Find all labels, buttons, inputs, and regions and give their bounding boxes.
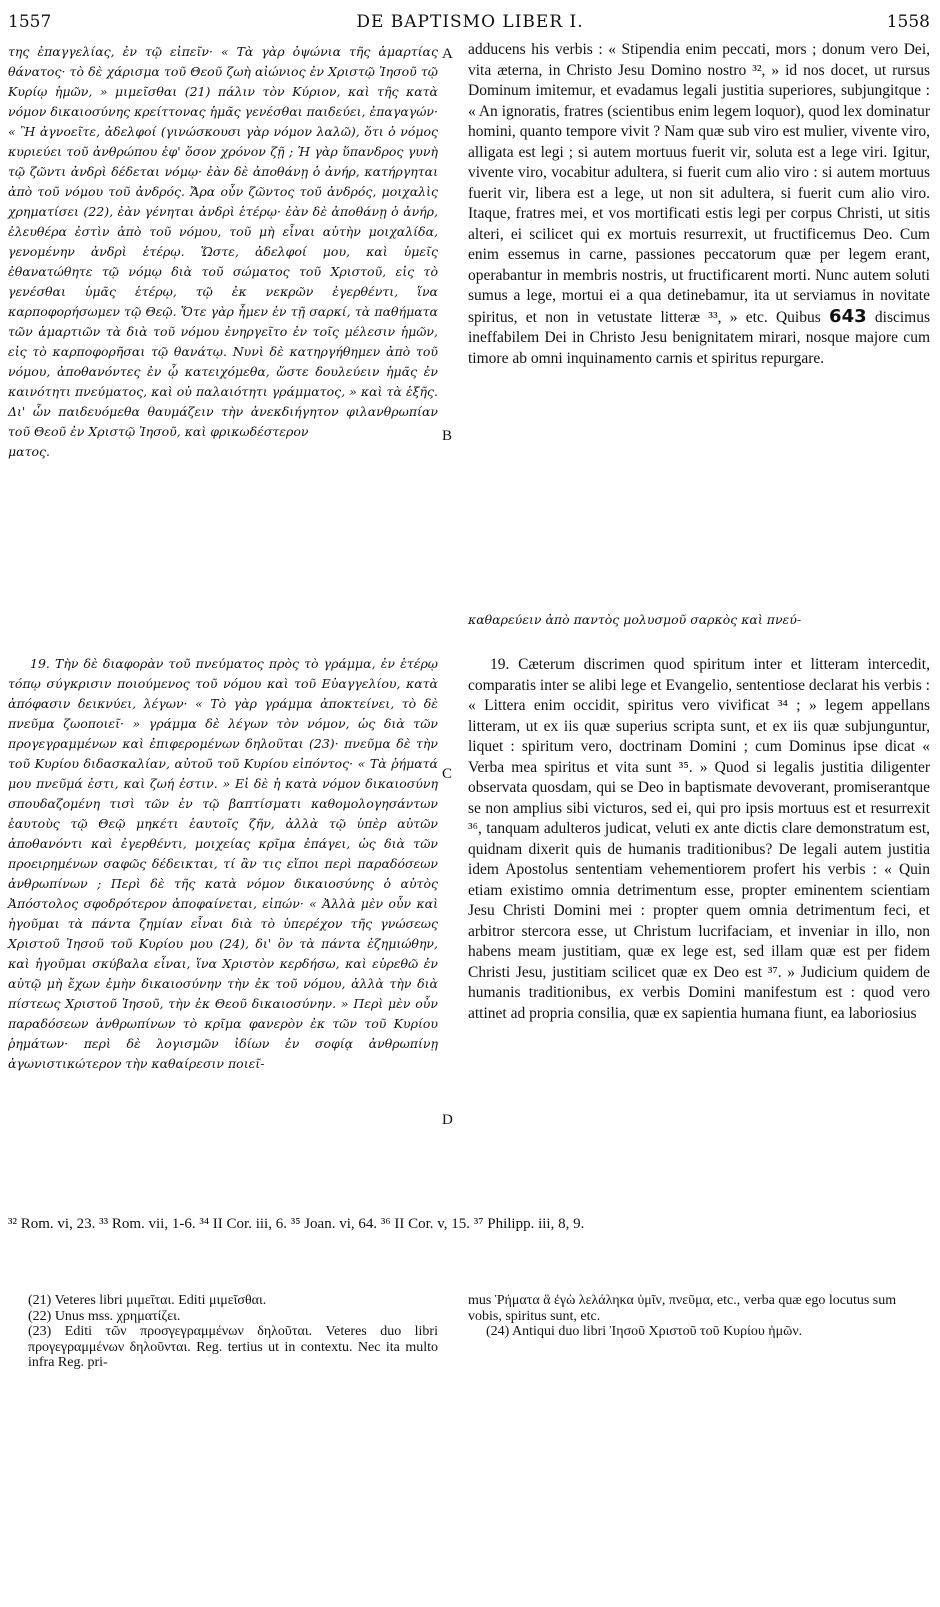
right-page-number: 1558 <box>886 12 930 32</box>
latin-paragraph-1a: adducens his verbis : « Stipendia enim peccati, mors ; donum vero Dei, vita æterna, in Christo Jesu Domino nostro ³², » id nos docet, ut rursus Dominum imitemur, et evadamus legali justitia superiores, subjungitque : « An ignoratis, fratres (scientibus enim legem loquor), quod lex dominatur homini, quanto tempore vivit ? Nam quæ sub viro est mulier, vivente viro, alligata est legi ; si autem mortuus fuerit vir, soluta est a lege viri. Igitur, vivente viro, vocabitur adultera, si fuerit cum alio viro : si autem mortuus fuerit vir, libera est a lege, ut non sit adultera, si fuerit cum alio viro. Itaque, fratres mei, et vos mortificati estis legi per corpus Christi, ut sitis alteri, ei scilicet qui ex mortuis resurrexit, ut fructificemus Deo. Cum enim essemus in carne, passiones peccatorum quæ per legem erant, operabantur in membris nostris, ut fructificarent morti. Nunc autem soluti sumus a lege, mortui ei a qua detinebamur, ita ut serviamus in novitate spiritus, et non in vetustate litteræ ³³, » etc. Quibus <box>468 41 930 326</box>
margin-letter-a: A <box>442 46 453 62</box>
greek-paragraph-1: της ἐπαγγελίας, ἐν τῷ εἰπεῖν· « Τὰ γὰρ ὀψώνια τῆς ἁμαρτίας θάνατος· τὸ δὲ χάρισμα τοῦ Θεοῦ ζωὴ αἰώνιος ἐν Χριστῷ Ἰησοῦ τῷ Κυρίῳ ἡμῶν, » μιμεῖσθαι (21) πάλιν τὸν Κύριον, καὶ τῆς κατὰ νόμον δικαιοσύνης κρείττονας ἡμᾶς γενέσθαι παιδεύει, ἐπαγαγών· « Ἢ ἀγνοεῖτε, ἀδελφοί (γινώσκουσι γὰρ νόμον λαλῶ), ὅτι ὁ νόμος κυριεύει τοῦ ἀνθρώπου ἐφ' ὅσον χρόνον ζῇ ; Ἡ γὰρ ὕπανδρος γυνὴ τῷ ζῶντι ἀνδρὶ δέδεται νόμῳ· ἐὰν δὲ ἀποθάνῃ ὁ ἀνήρ, κατήργηται ἀπὸ τοῦ νόμου τοῦ ἀνδρός. Ἄρα οὖν ζῶντος τοῦ ἀνδρός, μοιχαλὶς χρηματίσει (22), ἐὰν γένηται ἀνδρὶ ἑτέρῳ· ἐὰν δὲ ἀποθάνῃ ὁ ἀνήρ, ἐλευθέρα ἐστὶν ἀπὸ τοῦ νόμου, τοῦ μὴ εἶναι αὐτὴν μοιχαλίδα, γενομένην ἀνδρὶ ἑτέρῳ. Ὥστε, ἀδελφοί μου, καὶ ὑμεῖς ἐθανατώθητε τῷ νόμῳ διὰ τοῦ σώματος τοῦ Χριστοῦ, εἰς τὸ γενέσθαι ὑμᾶς ἑτέρῳ, τῷ ἐκ νεκρῶν ἐγερθέντι, ἵνα καρποφορήσωμεν τῷ Θεῷ. Ὅτε γὰρ ἦμεν ἐν τῇ σαρκί, τὰ παθήματα τῶν ἁμαρτιῶν τὰ διὰ τοῦ νόμου ἐνηργεῖτο ἐν τοῖς μέλεσιν ἡμῶν, εἰς τὸ καρποφορῆσαι τῷ θανάτῳ. Νυνὶ δὲ κατηργήθημεν ἀπὸ τοῦ νόμου, ἀποθανόντες ἐν ᾧ κατειχόμεθα, ὥστε δουλεύειν ἡμᾶς ἐν καινότητι πνεύματος, καὶ οὐ παλαιότητι γράμματος, » καὶ τὰ ἑξῆς. Δι' ὧν παιδευόμεθα θαυμάζειν τὴν ἀνεκδιήγητον φιλανθρωπίαν τοῦ Θεοῦ ἐν Χριστῷ Ἰησοῦ, καὶ φρικωδέστερον <box>8 44 438 439</box>
running-title: DE BAPTISMO LIBER I. <box>356 12 584 32</box>
margin-letter-c: C <box>442 766 453 782</box>
left-page-number: 1557 <box>8 12 52 32</box>
page-header <box>0 6 940 36</box>
editorial-notes-left <box>28 1293 438 1371</box>
greek-paragraph-1-end: ματος. <box>8 444 50 459</box>
latin-paragraph-19: 19. Cæterum discrimen quod spiritum inter et litteram intercedit, comparatis inter se alibi lege et Evangelio, sententiose declarat his verbis : « Littera enim occidit, spiritus vero vivificat ³⁴ ; » legem appellans litteram, ut ex iis quæ superius scripta sunt, et ex iis quæ subjunguntur, liquet : spiritum vero, doctrinam Domini ; cum Dominus ipse dicat « Verba mea spiritus et vita sunt ³⁵. » Quod si legalis justitia diligenter observata quosdam, qui se Deo in baptismate devoverant, promiserantque se non amplius sibi victuros, sed ei, qui pro ipsis mortuus est et resurrexit ³⁶, tanquam adulteros judicat, veluti ex ante dictis clare demonstratum est, quidnam dixerit quis de humanis traditionibus? De legali autem justitia idem Apostolus sententiam vehementiorem profert his verbis : « Quin etiam existimo omnia detrimentum esse, propter eminentem scientiam Jesu Christi Domini mei : propter quem omnia detrimentum feci, et arbitror stercora esse, ut Christum lucrifaciam, et inveniar in illo, non habens meam justitiam, quæ ex lege est, sed illam quæ est per fidem Christi Jesu, justitiam scilicet quæ ex Deo est ³⁷. » Judicium quidem de humanis traditionibus, ex verbis Domini manifestum est : quod vero attinet ad propria consilia, quæ ex sapientia humana fiunt, ea laboriosius <box>468 656 930 1022</box>
greek-column-2 <box>8 654 438 1074</box>
greek-continuation: καθαρεύειν ἀπὸ παντὸς μολυσμοῦ σαρκὸς καὶ πνεύ- <box>468 612 802 627</box>
latin-column-2 <box>468 655 930 1024</box>
greek-column-1 <box>8 42 438 462</box>
latin-column-1 <box>468 40 930 369</box>
note-22: (22) Unus mss. χρηματίζει. <box>28 1308 181 1324</box>
editorial-notes-right <box>468 1293 930 1340</box>
column-number: 643 <box>829 305 867 327</box>
latin-paragraph-1b: discimus ineffabilem Dei in Christo Jesu benignitatem mirari, nosque majore cum timore ab omni inquinamento carnis et spiritus repurgare. <box>468 308 931 367</box>
scripture-footnotes: ³² Rom. vi, 23. ³³ Rom. vii, 1-6. ³⁴ II Cor. iii, 6. ³⁵ Joan. vi, 64. ³⁶ II Cor. v, 15. ³⁷ Philipp. iii, 8, 9. <box>8 1216 585 1232</box>
note-23-continued: mus Ῥήματα ἃ ἐγὼ λελάληκα ὑμῖν, πνεῦμα, etc., verba quæ ego locutus sum vobis, spiritus sunt, etc. <box>468 1293 897 1324</box>
margin-letter-b: B <box>442 428 453 444</box>
margin-letter-d: D <box>442 1112 453 1128</box>
note-21: (21) Veteres libri μιμεῖται. Editi μιμεῖσθαι. <box>28 1293 267 1308</box>
note-24: (24) Antiqui duo libri Ἰησοῦ Χριστοῦ τοῦ Κυρίου ἡμῶν. <box>486 1324 803 1339</box>
greek-paragraph-19: 19. Τὴν δὲ διαφορὰν τοῦ πνεύματος πρὸς τὸ γράμμα, ἐν ἑτέρῳ τόπῳ σύγκρισιν ποιούμενος τοῦ νόμου καὶ τοῦ Εὐαγγελίου, κατὰ ἀπόφασιν δεικνύει, λέγων· « Τὸ γὰρ γράμμα ἀποκτείνει, τὸ δὲ πνεῦμα ζωοποιεῖ· » γράμμα δὲ λέγων τὸν νόμον, ὡς διὰ τῶν προγεγραμμένων καὶ ἐπιφερομένων δηλοῦται (23)· πνεῦμα δὲ τὴν τοῦ Κυρίου διδασκαλίαν, αὐτοῦ τοῦ Κυρίου εἰπόντος· « Τὰ ῥήματά μου πνεῦμά ἐστι, καὶ ζωή ἐστιν. » Εἰ δὲ ἡ κατὰ νόμον δικαιοσύνη σπουδαζομένη τισὶ τῶν ἐν τῷ βαπτίσματι καθομολογησάντων ἑαυτοὺς τῷ Θεῷ μηκέτι ἑαυτοῖς ζῆν, ἀλλὰ τῷ ὑπὲρ αὐτῶν ἀποθανόντι καὶ ἐγερθέντι, μοιχείας κρῖμα ἐπάγει, ὡς διὰ τῶν προειρημένων σαφῶς δέδεικται, τί ἂν τις εἴποι περὶ παραδόσεων ἀνθρωπίνων ; Περὶ δὲ τῆς κατὰ νόμον δικαιοσύνης ὁ αὐτὸς Ἀπόστολος σφοδρότερον ἀποφαίνεται, εἰπών· « Ἀλλὰ μὲν οὖν καὶ ἡγοῦμαι τὰ πάντα ζημίαν εἶναι διὰ τὸ ὑπερέχον τῆς γνώσεως Χριστοῦ Ἰησοῦ τοῦ Κυρίου μου (24), δι' ὃν τὰ πάντα ἐζημιώθην, καὶ ἡγοῦμαι σκύβαλα εἶναι, ἵνα Χριστὸν κερδήσω, καὶ εὑρεθῶ ἐν αὐτῷ μὴ ἔχων ἐμὴν δικαιοσύνην τὴν ἐκ τοῦ νόμου, ἀλλὰ τὴν διὰ πίστεως Χριστοῦ Ἰησοῦ, τὴν ἐκ Θεοῦ δικαιοσύνην. » Περὶ μὲν οὖν παραδόσεων ἀνθρωπίνων τὸ κρῖμα φανερὸν ἐκ τῶν τοῦ Κυρίου ῥημάτων· περὶ δὲ λογισμῶν ἰδίων ἐν σοφίᾳ ἀνθρωπίνῃ ἀγωνιστικώτερον τὴν καθαίρεσιν ποιεῖ- <box>8 656 438 1071</box>
note-23: (23) Editi τῶν προσγεγραμμένων δηλοῦται. Veteres duo libri προγεγραμμένων δηλοῦνται. Reg. tertius ut in contextu. Nec ita multo infra Reg. pri- <box>28 1324 438 1370</box>
